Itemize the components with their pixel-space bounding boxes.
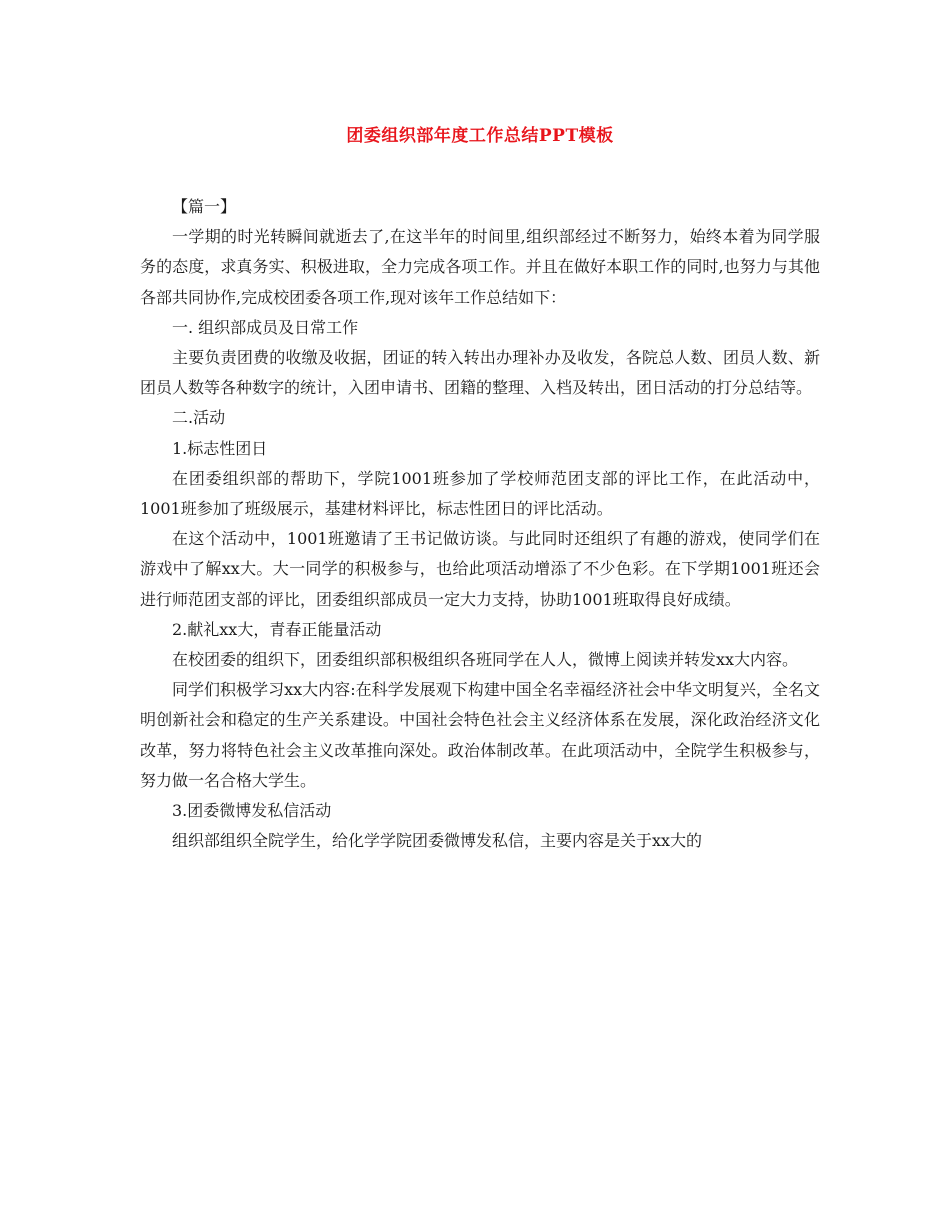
section-heading: 二.活动 (172, 408, 226, 428)
subsection-heading: 1.标志性团日 (172, 438, 268, 458)
paragraph: 同学们积极学习xx大内容:在科学发展观下构建中国全名幸福经济社会中华文明复兴，全名文明创新社会和稳定的生产关系建设。中国社会特色社会主义经济体系在发展，深化政治经济文化改革，努力将特色社会主义改革推向深处。政治体制改革。在此项活动中，全院学生积极参与，努力做一名合格大学生。 (140, 680, 820, 790)
paragraph: 组织部组织全院学生，给化学学院团委微博发私信，主要内容是关于xx大的 (172, 831, 703, 851)
paragraph: 在团委组织部的帮助下，学院1001班参加了学校师范团支部的评比工作，在此活动中，1001班参加了班级展示，基建材料评比，标志性团日的评比活动。 (140, 468, 820, 519)
subsection-heading: 2.献礼xx大，青春正能量活动 (172, 619, 382, 639)
paragraph: 主要负责团费的收缴及收据，团证的转入转出办理补办及收发，各院总人数、团员人数、新团员人数等各种数字的统计，入团申请书、团籍的整理、入档及转出，团日活动的打分总结等。 (140, 348, 820, 398)
section-heading: 一. 组织部成员及日常工作 (172, 317, 359, 337)
paragraph: 在这个活动中，1001班邀请了王书记做访谈。与此同时还组织了有趣的游戏，使同学们在游戏中了解xx大。大一同学的积极参与，也给此项活动增添了不少色彩。在下学期1001班还会进行师范团支部的评比，团委组织部成员一定大力支持，协助1001班取得良好成绩。 (140, 529, 820, 609)
paragraph: 一学期的时光转瞬间就逝去了,在这半年的时间里,组织部经过不断努力，始终本着为同学服务的态度，求真务实、积极进取，全力完成各项工作。并且在做好本职工作的同时,也努力与其他各部共同协作,完成校团委各项工作,现对该年工作总结如下： (140, 227, 820, 307)
document-title: 团委组织部年度工作总结PPT模板 (346, 126, 614, 146)
paragraph: 在校团委的组织下，团委组织部积极组织各班同学在人人，微博上阅读并转发xx大内容。 (172, 650, 799, 670)
section-label: 【篇一】 (172, 197, 237, 216)
document-body (140, 192, 820, 856)
subsection-heading: 3.团委微博发私信活动 (172, 801, 332, 821)
